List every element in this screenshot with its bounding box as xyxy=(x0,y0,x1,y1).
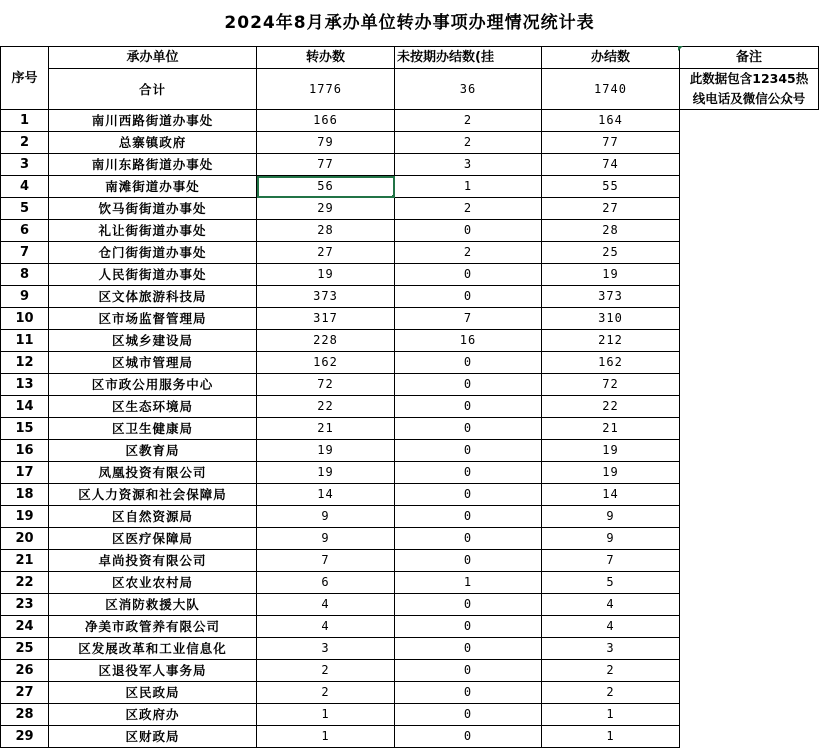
row-overdue[interactable]: 0 xyxy=(395,352,542,374)
row-transferred[interactable]: 3 xyxy=(257,638,395,660)
row-completed[interactable]: 212 xyxy=(542,330,680,352)
row-index[interactable]: 13 xyxy=(1,374,49,396)
table-row xyxy=(1,660,819,682)
row-overdue[interactable]: 0 xyxy=(395,484,542,506)
row-overdue[interactable]: 0 xyxy=(395,462,542,484)
row-transferred[interactable]: 7 xyxy=(257,550,395,572)
row-completed[interactable]: 14 xyxy=(542,484,680,506)
row-overdue[interactable]: 0 xyxy=(395,594,542,616)
row-overdue[interactable]: 0 xyxy=(395,704,542,726)
table-row xyxy=(1,374,819,396)
row-index[interactable]: 5 xyxy=(1,198,49,220)
table-row xyxy=(1,594,819,616)
table-row xyxy=(1,682,819,704)
row-completed[interactable]: 28 xyxy=(542,220,680,242)
row-index[interactable]: 15 xyxy=(1,418,49,440)
row-index[interactable]: 9 xyxy=(1,286,49,308)
row-index[interactable]: 6 xyxy=(1,220,49,242)
row-index[interactable]: 28 xyxy=(1,704,49,726)
row-completed[interactable]: 1 xyxy=(542,704,680,726)
row-unit[interactable]: 区医疗保障局 xyxy=(49,528,257,550)
row-index[interactable]: 1 xyxy=(1,110,49,132)
row-unit[interactable]: 区市场监督管理局 xyxy=(49,308,257,330)
row-transferred[interactable]: 28 xyxy=(257,220,395,242)
row-unit[interactable]: 区城市管理局 xyxy=(49,352,257,374)
row-completed[interactable]: 22 xyxy=(542,396,680,418)
row-transferred[interactable]: 72 xyxy=(257,374,395,396)
row-transferred[interactable]: 22 xyxy=(257,396,395,418)
row-completed[interactable]: 1 xyxy=(542,726,680,748)
total-completed[interactable]: 1740 xyxy=(542,69,680,110)
row-completed[interactable]: 7 xyxy=(542,550,680,572)
row-completed[interactable]: 21 xyxy=(542,418,680,440)
row-unit[interactable]: 区发展改革和工业信息化 xyxy=(49,638,257,660)
row-index[interactable]: 10 xyxy=(1,308,49,330)
row-overdue[interactable]: 0 xyxy=(395,528,542,550)
table-row xyxy=(1,396,819,418)
table-row xyxy=(1,330,819,352)
row-unit[interactable]: 区卫生健康局 xyxy=(49,418,257,440)
row-transferred[interactable]: 19 xyxy=(257,462,395,484)
table-row xyxy=(1,704,819,726)
row-unit[interactable]: 南川西路街道办事处 xyxy=(49,110,257,132)
row-index[interactable]: 24 xyxy=(1,616,49,638)
row-transferred[interactable]: 14 xyxy=(257,484,395,506)
row-transferred[interactable]: 166 xyxy=(257,110,395,132)
row-completed[interactable]: 164 xyxy=(542,110,680,132)
row-transferred[interactable]: 317 xyxy=(257,308,395,330)
row-index[interactable]: 20 xyxy=(1,528,49,550)
table-row xyxy=(1,726,819,748)
header-row xyxy=(1,47,819,69)
table-row xyxy=(1,176,819,198)
row-transferred[interactable]: 56 xyxy=(257,176,395,198)
row-transferred[interactable]: 162 xyxy=(257,352,395,374)
row-overdue[interactable]: 7 xyxy=(395,308,542,330)
row-index[interactable]: 4 xyxy=(1,176,49,198)
header-unit[interactable]: 承办单位 xyxy=(49,47,257,69)
header-overdue[interactable]: 未按期办结数(挂 xyxy=(395,47,542,69)
row-unit[interactable]: 净美市政管养有限公司 xyxy=(49,616,257,638)
row-unit[interactable]: 区文体旅游科技局 xyxy=(49,286,257,308)
row-unit[interactable]: 凤凰投资有限公司 xyxy=(49,462,257,484)
table-row xyxy=(1,132,819,154)
table-row xyxy=(1,242,819,264)
row-index[interactable]: 29 xyxy=(1,726,49,748)
table-row xyxy=(1,286,819,308)
row-transferred[interactable]: 9 xyxy=(257,506,395,528)
row-transferred[interactable]: 2 xyxy=(257,682,395,704)
row-index[interactable]: 22 xyxy=(1,572,49,594)
row-overdue[interactable]: 1 xyxy=(395,176,542,198)
row-completed[interactable]: 2 xyxy=(542,660,680,682)
header-remark[interactable]: 备注 xyxy=(680,47,819,69)
row-overdue[interactable]: 3 xyxy=(395,154,542,176)
row-index[interactable]: 27 xyxy=(1,682,49,704)
row-transferred[interactable]: 228 xyxy=(257,330,395,352)
row-transferred[interactable]: 19 xyxy=(257,264,395,286)
row-overdue[interactable]: 0 xyxy=(395,660,542,682)
row-overdue[interactable]: 0 xyxy=(395,286,542,308)
row-overdue[interactable]: 0 xyxy=(395,682,542,704)
row-unit[interactable]: 区民政局 xyxy=(49,682,257,704)
row-index[interactable]: 25 xyxy=(1,638,49,660)
row-overdue[interactable]: 0 xyxy=(395,550,542,572)
comment-indicator xyxy=(678,46,683,51)
total-label[interactable]: 合计 xyxy=(49,69,257,110)
row-transferred[interactable]: 1 xyxy=(257,726,395,748)
row-unit[interactable]: 区城乡建设局 xyxy=(49,330,257,352)
row-unit[interactable]: 人民街街道办事处 xyxy=(49,264,257,286)
row-index[interactable]: 14 xyxy=(1,396,49,418)
header-completed[interactable]: 办结数 xyxy=(542,47,680,69)
row-completed[interactable]: 74 xyxy=(542,154,680,176)
row-transferred[interactable]: 4 xyxy=(257,616,395,638)
row-index[interactable]: 3 xyxy=(1,154,49,176)
row-completed[interactable]: 162 xyxy=(542,352,680,374)
row-overdue[interactable]: 0 xyxy=(395,638,542,660)
row-unit[interactable]: 卓尚投资有限公司 xyxy=(49,550,257,572)
statistics-table xyxy=(0,46,819,748)
total-transferred[interactable]: 1776 xyxy=(257,69,395,110)
row-completed[interactable]: 4 xyxy=(542,616,680,638)
sheet-title: 2024年8月承办单位转办事项办理情况统计表 xyxy=(224,13,595,33)
table-row xyxy=(1,638,819,660)
row-completed[interactable]: 72 xyxy=(542,374,680,396)
row-unit[interactable]: 区市政公用服务中心 xyxy=(49,374,257,396)
row-overdue[interactable]: 0 xyxy=(395,264,542,286)
row-overdue[interactable]: 2 xyxy=(395,110,542,132)
row-unit[interactable]: 区农业农村局 xyxy=(49,572,257,594)
row-index[interactable]: 16 xyxy=(1,440,49,462)
row-unit[interactable]: 南川东路街道办事处 xyxy=(49,154,257,176)
row-transferred[interactable]: 77 xyxy=(257,154,395,176)
row-transferred[interactable]: 19 xyxy=(257,440,395,462)
row-index[interactable]: 19 xyxy=(1,506,49,528)
row-index[interactable]: 7 xyxy=(1,242,49,264)
row-unit[interactable]: 礼让街街道办事处 xyxy=(49,220,257,242)
table-row xyxy=(1,550,819,572)
row-transferred[interactable]: 29 xyxy=(257,198,395,220)
row-index[interactable]: 26 xyxy=(1,660,49,682)
table-row xyxy=(1,440,819,462)
row-transferred[interactable]: 4 xyxy=(257,594,395,616)
row-unit[interactable]: 区政府办 xyxy=(49,704,257,726)
row-transferred[interactable]: 79 xyxy=(257,132,395,154)
row-unit[interactable]: 总寨镇政府 xyxy=(49,132,257,154)
row-completed[interactable]: 3 xyxy=(542,638,680,660)
row-transferred[interactable]: 1 xyxy=(257,704,395,726)
row-transferred[interactable]: 21 xyxy=(257,418,395,440)
row-completed[interactable]: 373 xyxy=(542,286,680,308)
row-overdue[interactable]: 0 xyxy=(395,220,542,242)
row-unit[interactable]: 区人力资源和社会保障局 xyxy=(49,484,257,506)
header-transferred[interactable]: 转办数 xyxy=(257,47,395,69)
row-completed[interactable]: 2 xyxy=(542,682,680,704)
row-overdue[interactable]: 2 xyxy=(395,132,542,154)
row-index[interactable]: 12 xyxy=(1,352,49,374)
row-unit[interactable]: 区消防救援大队 xyxy=(49,594,257,616)
total-overdue[interactable]: 36 xyxy=(395,69,542,110)
table-row xyxy=(1,352,819,374)
total-row xyxy=(1,69,819,110)
row-completed[interactable]: 25 xyxy=(542,242,680,264)
row-transferred[interactable]: 2 xyxy=(257,660,395,682)
row-index[interactable]: 21 xyxy=(1,550,49,572)
table-row xyxy=(1,572,819,594)
table-row xyxy=(1,198,819,220)
row-overdue[interactable]: 0 xyxy=(395,506,542,528)
table-row xyxy=(1,528,819,550)
table-row xyxy=(1,506,819,528)
table-row xyxy=(1,308,819,330)
row-overdue[interactable]: 0 xyxy=(395,616,542,638)
row-unit[interactable]: 区自然资源局 xyxy=(49,506,257,528)
row-index[interactable]: 18 xyxy=(1,484,49,506)
row-overdue[interactable]: 2 xyxy=(395,198,542,220)
row-completed[interactable]: 27 xyxy=(542,198,680,220)
row-unit[interactable]: 南滩街道办事处 xyxy=(49,176,257,198)
table-row xyxy=(1,154,819,176)
row-completed[interactable]: 77 xyxy=(542,132,680,154)
row-unit[interactable]: 仓门街街道办事处 xyxy=(49,242,257,264)
row-overdue[interactable]: 0 xyxy=(395,418,542,440)
row-index[interactable]: 8 xyxy=(1,264,49,286)
row-unit[interactable]: 区生态环境局 xyxy=(49,396,257,418)
row-completed[interactable]: 310 xyxy=(542,308,680,330)
row-completed[interactable]: 19 xyxy=(542,440,680,462)
row-completed[interactable]: 9 xyxy=(542,528,680,550)
row-overdue[interactable]: 2 xyxy=(395,242,542,264)
row-overdue[interactable]: 0 xyxy=(395,726,542,748)
row-unit[interactable]: 区教育局 xyxy=(49,440,257,462)
row-completed[interactable]: 19 xyxy=(542,462,680,484)
header-index[interactable]: 序号 xyxy=(1,47,49,110)
row-index[interactable]: 11 xyxy=(1,330,49,352)
row-unit[interactable]: 区财政局 xyxy=(49,726,257,748)
row-overdue[interactable]: 0 xyxy=(395,374,542,396)
row-completed[interactable]: 9 xyxy=(542,506,680,528)
row-transferred[interactable]: 6 xyxy=(257,572,395,594)
table-row xyxy=(1,418,819,440)
table-row xyxy=(1,484,819,506)
remark-cell[interactable]: 此数据包含12345热线电话及微信公众号 xyxy=(680,69,819,110)
row-unit[interactable]: 区退役军人事务局 xyxy=(49,660,257,682)
table-row xyxy=(1,462,819,484)
row-transferred[interactable]: 27 xyxy=(257,242,395,264)
row-overdue[interactable]: 0 xyxy=(395,396,542,418)
row-completed[interactable]: 19 xyxy=(542,264,680,286)
row-overdue[interactable]: 16 xyxy=(395,330,542,352)
row-overdue[interactable]: 0 xyxy=(395,440,542,462)
row-transferred[interactable]: 9 xyxy=(257,528,395,550)
table-row xyxy=(1,110,819,132)
row-completed[interactable]: 4 xyxy=(542,594,680,616)
row-overdue[interactable]: 1 xyxy=(395,572,542,594)
table-row xyxy=(1,264,819,286)
row-transferred[interactable]: 373 xyxy=(257,286,395,308)
row-index[interactable]: 17 xyxy=(1,462,49,484)
table-row xyxy=(1,616,819,638)
row-index[interactable]: 2 xyxy=(1,132,49,154)
row-completed[interactable]: 5 xyxy=(542,572,680,594)
table-row xyxy=(1,220,819,242)
row-completed[interactable]: 55 xyxy=(542,176,680,198)
row-unit[interactable]: 饮马街街道办事处 xyxy=(49,198,257,220)
row-index[interactable]: 23 xyxy=(1,594,49,616)
